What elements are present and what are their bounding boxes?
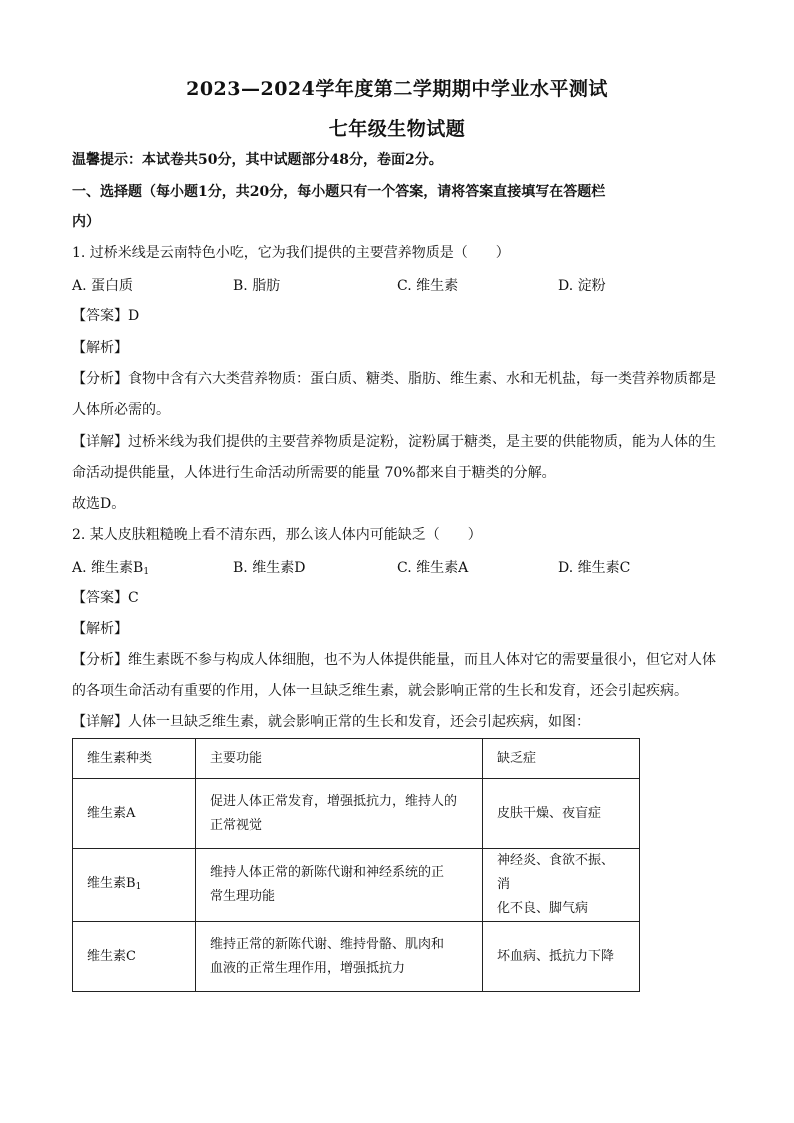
vitamin-name-cell: 维生素A [73, 779, 196, 849]
question-1-answer: 【答案】D [72, 308, 140, 324]
section-heading-line2: 内） [72, 214, 100, 230]
notice-text: 温馨提示：本试卷共50分，其中试题部分48分，卷面2分。 [72, 152, 443, 168]
question-2-jiexi-label: 【解析】 [72, 621, 128, 637]
question-1-stem: 1. 过桥米线是云南特色小吃，它为我们提供的主要营养物质是（ ） [72, 245, 510, 261]
function-line: 促进人体正常发育，增强抵抗力，维持人的 [210, 793, 458, 809]
table-row [73, 849, 640, 922]
deficiency-cell: 皮肤干燥、夜盲症 [483, 779, 640, 849]
question-1-detail-line2: 命活动提供能量，人体进行生命活动所需要的能量 70%都来自于糖类的分解。 [72, 465, 556, 481]
function-line: 血液的正常生理作用，增强抵抗力 [210, 960, 406, 976]
table-header-cell: 主要功能 [196, 739, 483, 779]
subscript-1: 1 [135, 881, 142, 892]
vitamin-function-cell [196, 779, 483, 849]
function-line: 正常视觉 [210, 817, 263, 833]
deficiency-cell: 坏血病、抵抗力下降 [483, 922, 640, 992]
question-2-option-b: B. 维生素D [233, 560, 306, 576]
function-line: 维持正常的新陈代谢、维持骨骼、肌肉和 [210, 936, 445, 952]
table-row [73, 779, 640, 849]
table-header-cell: 缺乏症 [483, 739, 640, 779]
question-1-option-a: A. 蛋白质 [72, 278, 134, 294]
question-2-analysis-line2: 的各项生命活动有重要的作用，人体一旦缺乏维生素，就会影响正常的生长和发育，还会引起疾病。 [72, 683, 688, 699]
deficiency-line: 化不良、脚气病 [497, 901, 589, 916]
vitamin-name-text: 维生素B [87, 875, 136, 891]
deficiency-cell [483, 849, 640, 922]
question-2-answer: 【答案】C [72, 590, 139, 606]
section-heading-line1: 一、选择题（每小题1分，共20分，每小题只有一个答案，请将答案直接填写在答题栏 [72, 184, 606, 200]
question-2-stem: 2. 某人皮肤粗糙晚上看不清东西，那么该人体内可能缺乏（ ） [72, 527, 482, 543]
exam-subtitle: 七年级生物试题 [328, 118, 466, 140]
deficiency-line: 神经炎、食欲不振、消 [497, 853, 615, 892]
question-2-option-a-text: A. 维生素B [72, 560, 144, 576]
question-1-option-c: C. 维生素 [397, 278, 459, 294]
vitamin-name-cell: 维生素C [73, 922, 196, 992]
vitamin-function-cell [196, 849, 483, 922]
function-line: 常生理功能 [210, 889, 276, 904]
question-1-jiexi-label: 【解析】 [72, 340, 128, 356]
exam-title: 2023—2024学年度第二学期期中学业水平测试 [186, 78, 608, 100]
vitamin-table [72, 738, 640, 992]
question-1-detail-line1: 【详解】过桥米线为我们提供的主要营养物质是淀粉，淀粉属于糖类，是主要的供能物质，能为人体的生 [72, 434, 716, 450]
question-2-analysis-line1: 【分析】维生素既不参与构成人体细胞，也不为人体提供能量，而且人体对它的需要量很小，但它对人体 [72, 652, 716, 668]
question-2-detail-line1: 【详解】人体一旦缺乏维生素，就会影响正常的生长和发育，还会引起疾病，如图： [72, 714, 590, 730]
subscript-1: 1 [143, 567, 150, 577]
question-1-option-d: D. 淀粉 [558, 278, 606, 294]
question-1-analysis-line1: 【分析】食物中含有六大类营养物质：蛋白质、糖类、脂肪、维生素、水和无机盐，每一类营养物质都是 [72, 371, 716, 387]
table-header-row [73, 739, 640, 779]
vitamin-name-cell [73, 849, 196, 922]
table-header-cell: 维生素种类 [73, 739, 196, 779]
question-2-option-c: C. 维生素A [397, 560, 469, 576]
question-1-option-b: B. 脂肪 [233, 278, 281, 294]
question-2-option-a [72, 557, 149, 577]
question-2-option-d: D. 维生素C [558, 560, 631, 576]
vitamin-function-cell [196, 922, 483, 992]
function-line: 维持人体正常的新陈代谢和神经系统的正 [210, 865, 445, 880]
question-1-conclusion: 故选D。 [72, 496, 126, 512]
table-row [73, 922, 640, 992]
question-1-analysis-line2: 人体所必需的。 [72, 402, 170, 418]
